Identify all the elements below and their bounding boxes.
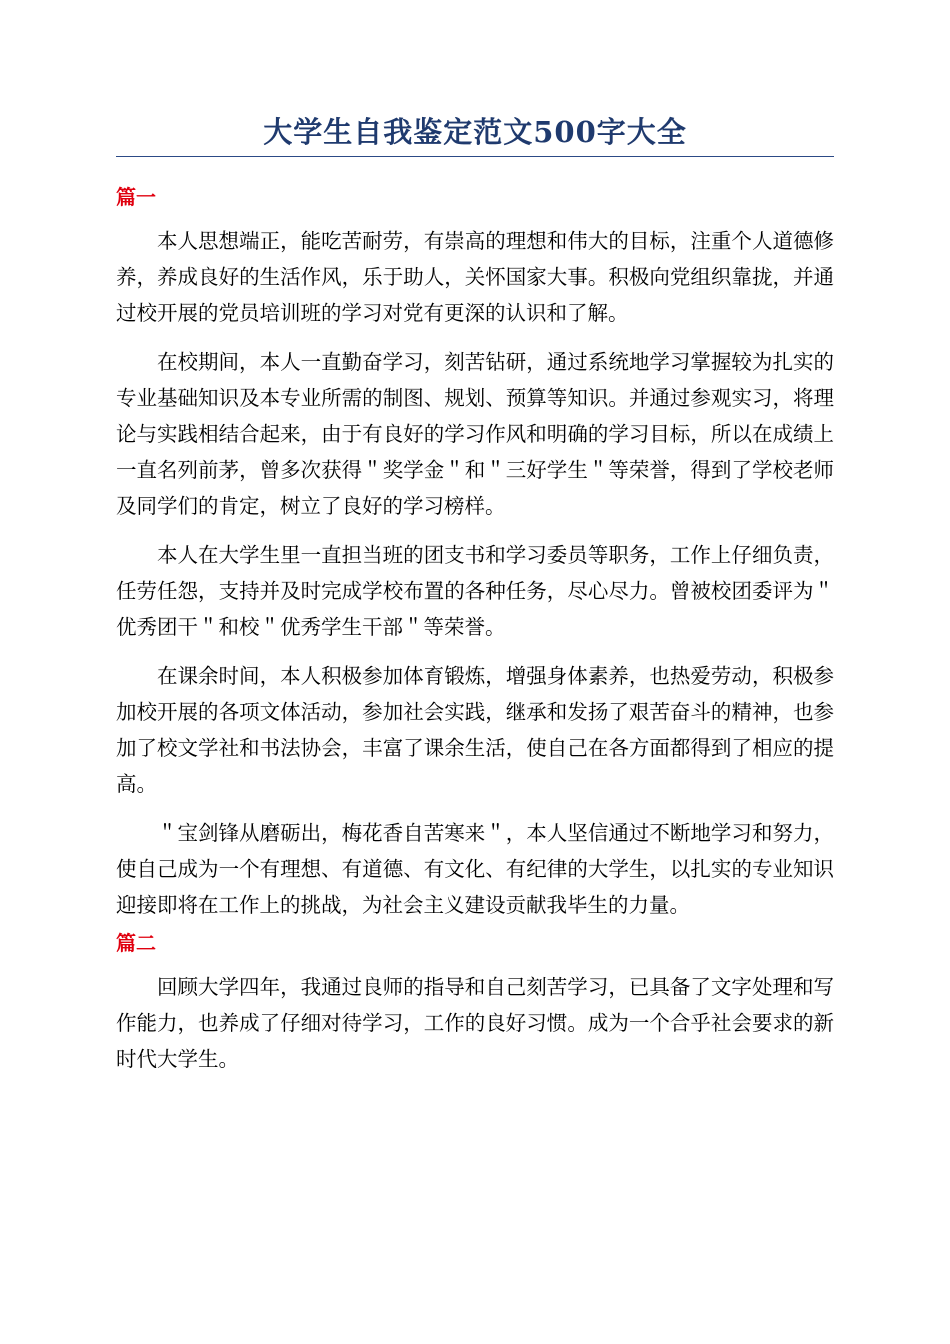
paragraph: 在校期间，本人一直勤奋学习，刻苦钻研，通过系统地学习掌握较为扎实的专业基础知识及本专业所需的制图、规划、预算等知识。并通过参观实习，将理论与实践相结合起来，由于有良好的学习作风和明确的学习目标，所以在成绩上一直名列前茅，曾多次获得＂奖学金＂和＂三好学生＂等荣誉，得到了学校老师及同学们的肯定，树立了良好的学习榜样。 — [116, 350, 834, 518]
paragraph: 本人思想端正，能吃苦耐劳，有崇高的理想和伟大的目标，注重个人道德修养，养成良好的生活作风，乐于助人，关怀国家大事。积极向党组织靠拢，并通过校开展的党员培训班的学习对党有更深的认识和了解。 — [116, 229, 834, 325]
paragraph: ＂宝剑锋从磨砺出，梅花香自苦寒来＂，本人坚信通过不断地学习和努力，使自己成为一个有理想、有道德、有文化、有纪律的大学生，以扎实的专业知识迎接即将在工作上的挑战，为社会主义建设贡献我毕生的力量。 — [116, 821, 834, 917]
paragraph: 回顾大学四年，我通过良师的指导和自己刻苦学习，已具备了文字处理和写作能力，也养成了仔细对待学习，工作的良好习惯。成为一个合乎社会要求的新时代大学生。 — [116, 975, 834, 1071]
paragraph: 在课余时间，本人积极参加体育锻炼，增强身体素养，也热爱劳动，积极参加校开展的各项文体活动，参加社会实践，继承和发扬了艰苦奋斗的精神，也参加了校文学社和书法协会，丰富了课余生活，使自己在各方面都得到了相应的提高。 — [116, 664, 834, 796]
paragraph: 本人在大学生里一直担当班的团支书和学习委员等职务，工作上仔细负责，任劳任怨，支持并及时完成学校布置的各种任务，尽心尽力。曾被校团委评为＂优秀团干＂和校＂优秀学生干部＂等荣誉。 — [116, 543, 834, 639]
document-page — [116, 112, 834, 1077]
document-title: 大学生自我鉴定范文500字大全 — [116, 112, 834, 157]
section-heading-1: 篇一 — [116, 185, 156, 209]
section-2 — [116, 929, 834, 1077]
section-heading-2: 篇二 — [116, 931, 156, 955]
section-1 — [116, 183, 834, 923]
